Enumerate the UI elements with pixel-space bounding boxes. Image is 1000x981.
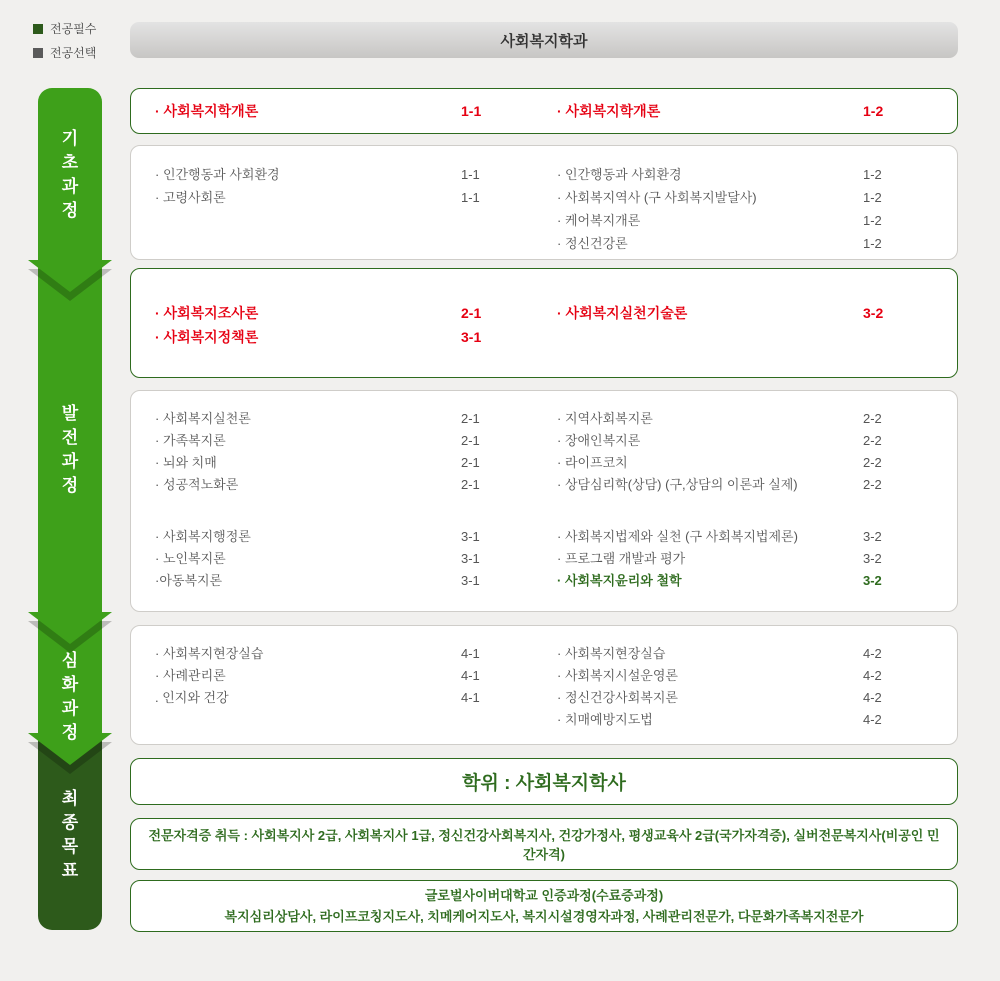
course-name: · 사회복지현장실습 — [155, 646, 264, 661]
course-name: · 케어복지개론 — [557, 213, 641, 228]
course-name: · 치매예방지도법 — [557, 712, 653, 727]
course-name: · 성공적노화론 — [155, 477, 239, 492]
course-term: 4-1 — [461, 690, 480, 705]
basic-required-box — [130, 88, 958, 134]
course-term: 4-2 — [863, 712, 882, 727]
course-row — [557, 709, 933, 731]
stage-basic-label: 기초과정 — [61, 129, 79, 220]
course-name: · 지역사회복지론 — [557, 411, 653, 426]
course-name: · 정신건강사회복지론 — [557, 690, 678, 705]
course-row — [155, 452, 531, 474]
stage-final-label: 최종목표 — [61, 789, 79, 880]
course-row — [557, 301, 933, 325]
course-row — [155, 430, 531, 452]
course-term: 2-1 — [461, 411, 480, 426]
course-term: 3-2 — [863, 529, 882, 544]
course-name: · 사회복지법제와 실천 (구 사회복지법제론) — [557, 529, 798, 544]
certifications-box — [130, 818, 958, 870]
course-term: 2-1 — [461, 305, 482, 321]
required-label: 전공필수 — [50, 22, 97, 36]
course-term: 4-2 — [863, 646, 882, 661]
course-name: · 라이프코치 — [557, 455, 628, 470]
course-term: 3-1 — [461, 573, 480, 588]
course-row — [557, 526, 933, 548]
development-elective-box — [130, 390, 958, 612]
course-name: · 프로그램 개발과 평가 — [557, 551, 686, 566]
course-term: 2-2 — [863, 433, 882, 448]
course-name: · 노인복지론 — [155, 551, 226, 566]
course-row — [557, 186, 933, 209]
course-row — [155, 408, 531, 430]
degree-text: 학위 : 사회복지학사 — [462, 773, 626, 794]
course-name: · 장애인복지론 — [557, 433, 641, 448]
course-name: · 사회복지시설운영론 — [557, 668, 678, 683]
course-row — [155, 526, 531, 548]
course-row — [557, 474, 933, 496]
course-row — [155, 570, 531, 592]
course-row — [557, 548, 933, 570]
course-term: 2-2 — [863, 477, 882, 492]
course-term: 1-2 — [863, 103, 884, 119]
course-row — [557, 99, 933, 123]
course-term: 4-1 — [461, 668, 480, 683]
course-term: 2-2 — [863, 455, 882, 470]
course-name: · 사회복지실천론 — [155, 411, 251, 426]
course-term: 2-1 — [461, 433, 480, 448]
course-term: 2-1 — [461, 455, 480, 470]
development-required-box — [130, 268, 958, 378]
course-name: . 인지와 건강 — [155, 690, 229, 705]
course-row — [557, 452, 933, 474]
stage-development-label: 발전과정 — [61, 404, 79, 495]
course-row — [155, 643, 531, 665]
arrow-down-icon — [28, 612, 112, 644]
course-name: · 사회복지정책론 — [155, 329, 259, 345]
course-term: 3-2 — [863, 551, 882, 566]
course-row — [155, 474, 531, 496]
course-row — [155, 325, 531, 349]
course-name: · 사회복지실천기술론 — [557, 305, 688, 321]
course-name: · 정신건강론 — [557, 236, 628, 251]
course-name: · 사회복지역사 (구 사회복지발달사) — [557, 190, 757, 205]
course-term: 1-2 — [863, 190, 882, 205]
legend-elective — [33, 44, 96, 61]
course-term: 4-1 — [461, 646, 480, 661]
course-term: 3-2 — [863, 305, 884, 321]
course-name: ·아동복지론 — [155, 573, 223, 588]
stage-advanced-label: 심화과정 — [61, 651, 79, 742]
course-name: · 사회복지조사론 — [155, 305, 259, 321]
elective-swatch-icon — [33, 48, 43, 58]
course-term: 2-2 — [863, 411, 882, 426]
course-term: 1-2 — [863, 167, 882, 182]
course-row — [557, 163, 933, 186]
certifications-text: 전문자격증 취득 : 사회복지사 2급, 사회복지사 1급, 정신건강사회복지사, 건강가정사, 평생교육사 2급(국가자격증), 실버전문복지사(비공인 민간자격) — [148, 828, 940, 862]
cyber-course-title: 글로벌사이버대학교 인증과정(수료증과정) — [424, 888, 664, 903]
course-name: · 가족복지론 — [155, 433, 226, 448]
course-term: 4-2 — [863, 668, 882, 683]
course-row — [557, 209, 933, 232]
degree-box — [130, 758, 958, 805]
cyber-university-box — [130, 880, 958, 932]
elective-label: 전공선택 — [50, 46, 97, 60]
course-row — [155, 687, 531, 709]
department-title-bar — [130, 22, 958, 58]
department-title: 사회복지학과 — [500, 32, 588, 50]
course-row — [155, 99, 531, 123]
advanced-course-box — [130, 625, 958, 745]
course-name: · 인간행동과 사회환경 — [155, 167, 280, 182]
course-row — [557, 643, 933, 665]
legend — [33, 20, 96, 68]
arrow-down-icon — [28, 260, 112, 292]
course-term: 3-1 — [461, 329, 482, 345]
course-row — [155, 163, 531, 186]
course-row — [155, 301, 531, 325]
course-row-highlighted — [557, 570, 933, 592]
course-row — [557, 687, 933, 709]
cyber-course-list: 복지심리상담사, 라이프코칭지도사, 치메케어지도사, 복지시설경영자과정, 사례관리전문가, 다문화가족복지전문가 — [224, 909, 864, 924]
stage-arrow-column — [28, 88, 112, 942]
course-row — [155, 548, 531, 570]
required-swatch-icon — [33, 24, 43, 34]
course-term: 1-2 — [863, 213, 882, 228]
course-term: 1-1 — [461, 167, 480, 182]
course-term: 4-2 — [863, 690, 882, 705]
course-name: · 사회복지학개론 — [557, 103, 661, 119]
course-name: · 고령사회론 — [155, 190, 226, 205]
course-name: · 상담심리학(상담) (구,상담의 이론과 실제) — [557, 477, 798, 492]
course-row — [557, 665, 933, 687]
course-term: 3-1 — [461, 551, 480, 566]
course-term: 2-1 — [461, 477, 480, 492]
course-row — [155, 665, 531, 687]
course-term: 3-1 — [461, 529, 480, 544]
course-name: · 사례관리론 — [155, 668, 226, 683]
course-row — [155, 186, 531, 209]
course-term: 1-1 — [461, 103, 482, 119]
course-term: 1-2 — [863, 236, 882, 251]
course-row — [557, 430, 933, 452]
course-term: 3-2 — [863, 573, 882, 588]
course-name: · 인간행동과 사회환경 — [557, 167, 682, 182]
course-term: 1-1 — [461, 190, 480, 205]
course-row — [557, 232, 933, 255]
course-name: · 사회복지행정론 — [155, 529, 251, 544]
course-name: · 사회복지현장실습 — [557, 646, 666, 661]
legend-required — [33, 20, 96, 37]
course-name: · 사회복지학개론 — [155, 103, 259, 119]
course-name: · 뇌와 치매 — [155, 455, 217, 470]
course-name: · 사회복지윤리와 철학 — [557, 573, 682, 588]
basic-elective-box — [130, 145, 958, 260]
course-row — [557, 408, 933, 430]
